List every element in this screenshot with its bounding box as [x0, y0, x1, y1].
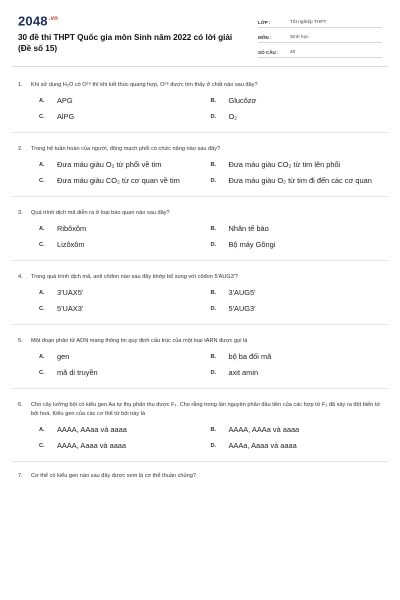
- answer-option-c[interactable]: [39, 367, 211, 379]
- option-text: AlPG: [57, 112, 75, 121]
- option-letter: D.: [210, 178, 217, 184]
- answer-option-a[interactable]: [39, 223, 211, 235]
- question-4: [18, 273, 382, 325]
- option-letter: D.: [210, 306, 217, 312]
- exam-title-line2: (Đề số 15): [18, 43, 58, 53]
- option-text: 3'AUG5': [228, 288, 256, 297]
- answer-option-c[interactable]: [39, 440, 211, 452]
- option-letter: A.: [39, 427, 45, 433]
- answer-option-b[interactable]: [211, 351, 383, 363]
- answer-options: [18, 95, 382, 127]
- exam-title-line1: 30 đề thi THPT Quốc gia môn Sinh năm 2022 có lời giải: [18, 33, 233, 43]
- option-letter: D.: [210, 114, 217, 120]
- option-letter: C.: [39, 370, 45, 376]
- meta-row-class: [258, 13, 382, 28]
- answer-option-d[interactable]: [211, 303, 383, 315]
- meta-value: Sinh học: [290, 35, 309, 40]
- question-text: Trong quá trình dịch mã, anti côđon nào sau đây khớp bổ sung với côđon 5'AUG3'?: [31, 274, 239, 280]
- option-text: AAAA, AAaa và aaaa: [57, 425, 127, 434]
- option-text: 5'UAX3': [57, 304, 84, 313]
- question-number: 6.: [18, 402, 23, 408]
- option-text: Lizôxôm: [57, 240, 85, 249]
- question-divider: [12, 461, 388, 462]
- question-number: 2.: [18, 146, 23, 152]
- meta-key: LỚP :: [258, 20, 271, 25]
- option-text: mã di truyền: [57, 368, 98, 377]
- option-text: axit amin: [228, 368, 259, 377]
- meta-row-subject: [258, 28, 382, 43]
- question-divider: [12, 324, 388, 325]
- answer-option-c[interactable]: [39, 175, 211, 187]
- option-letter: C.: [39, 306, 45, 312]
- meta-row-count: [258, 43, 382, 58]
- option-letter: A.: [39, 162, 45, 168]
- answer-option-c[interactable]: [39, 111, 211, 123]
- option-letter: A.: [39, 354, 45, 360]
- question-3: [18, 209, 382, 261]
- answer-option-d[interactable]: [211, 440, 383, 452]
- option-letter: B.: [210, 427, 217, 433]
- answer-option-d[interactable]: [211, 175, 383, 187]
- answer-option-c[interactable]: [39, 239, 211, 251]
- question-divider: [12, 196, 388, 197]
- option-text: AAAa, Aaaa và aaaa: [228, 441, 297, 450]
- option-letter: B.: [210, 98, 217, 104]
- answer-options: [18, 424, 382, 456]
- question-stem: [18, 209, 382, 218]
- question-5: [18, 337, 382, 389]
- option-text: 3'UAX5': [57, 288, 84, 297]
- option-letter: D.: [210, 443, 217, 449]
- answer-option-a[interactable]: [39, 287, 211, 299]
- question-stem: [18, 401, 382, 419]
- header-left: [18, 12, 246, 54]
- option-text: 5'AUG3': [228, 304, 256, 313]
- question-2: [18, 145, 382, 197]
- answer-option-b[interactable]: [211, 95, 383, 107]
- option-letter: D.: [210, 370, 217, 376]
- question-stem: [18, 337, 382, 346]
- question-divider: [12, 388, 388, 389]
- answer-option-b[interactable]: [211, 424, 383, 436]
- option-letter: C.: [39, 443, 45, 449]
- question-number: 3.: [18, 210, 23, 216]
- exam-meta: [258, 13, 382, 58]
- option-text: O₂: [228, 112, 238, 121]
- option-letter: B.: [210, 290, 217, 296]
- question-stem: [18, 273, 382, 282]
- answer-option-c[interactable]: [39, 303, 211, 315]
- option-text: Đưa máu giàu O₂ từ tim đi đến các cơ quan: [228, 176, 372, 185]
- option-text: Đưa máu giàu CO₂ từ tim lên phổi: [228, 160, 341, 169]
- question-divider: [12, 132, 388, 133]
- meta-key: SỐ CÂU :: [258, 50, 279, 55]
- answer-option-a[interactable]: [39, 351, 211, 363]
- option-letter: C.: [39, 114, 45, 120]
- option-text: Glucôzơ: [228, 96, 257, 105]
- answer-option-d[interactable]: [211, 111, 383, 123]
- question-list: [18, 81, 382, 481]
- answer-option-a[interactable]: [39, 95, 211, 107]
- option-letter: B.: [210, 226, 217, 232]
- question-stem: [18, 472, 382, 481]
- option-text: APG: [57, 96, 73, 105]
- question-1: [18, 81, 382, 133]
- option-letter: B.: [210, 354, 217, 360]
- question-text: Khi sử dụng H₂O có O¹⁸ thì khi kết thúc quang hợp, O¹⁸ được tìm thấy ở chất nào sau đây?: [31, 82, 258, 88]
- meta-value: 40: [290, 50, 296, 55]
- option-letter: A.: [39, 290, 45, 296]
- answer-option-b[interactable]: [211, 223, 383, 235]
- exam-header: [18, 12, 382, 58]
- option-text: AAAA, Aaaa và aaaa: [57, 441, 127, 450]
- answer-option-b[interactable]: [211, 159, 383, 171]
- question-number: 1.: [18, 82, 23, 88]
- answer-option-d[interactable]: [211, 367, 383, 379]
- option-text: Bộ máy Gôngi: [228, 240, 276, 249]
- site-logo[interactable]: [18, 12, 246, 28]
- answer-option-b[interactable]: [211, 287, 383, 299]
- option-text: bộ ba đối mã: [228, 352, 272, 361]
- question-text: Cho cây lưỡng bội có kiểu gen Aa tự thụ phấn thu được F₁. Cho rằng trong lần nguyên phân đầu tiên của các hợp tử F₁ đã xảy ra đột biến tứ bội hoá. Kiểu gen của các cơ thể tứ bội này là: [31, 402, 381, 417]
- option-letter: D.: [210, 242, 217, 248]
- question-number: 4.: [18, 274, 23, 280]
- question-7: [18, 472, 382, 481]
- option-letter: C.: [39, 178, 45, 184]
- meta-key: MÔN :: [258, 35, 272, 40]
- question-number: 5.: [18, 338, 23, 344]
- answer-options: [18, 223, 382, 255]
- option-text: Ribôxôm: [57, 224, 87, 233]
- question-stem: [18, 81, 382, 90]
- option-letter: C.: [39, 242, 45, 248]
- question-text: Trong hệ tuần hoàn của người, động mạch phổi có chức năng nào sau đây?: [31, 146, 221, 152]
- exam-title: [18, 33, 246, 54]
- meta-value: Tốt nghiệp THPT: [290, 20, 327, 25]
- question-6: [18, 401, 382, 462]
- option-letter: A.: [39, 98, 45, 104]
- question-divider: [12, 260, 388, 261]
- answer-option-a[interactable]: [39, 159, 211, 171]
- question-text: Cơ thể có kiểu gen nào sau đây được xem là cơ thể thuần chủng?: [31, 473, 196, 479]
- option-letter: B.: [210, 162, 217, 168]
- question-text: Quá trình dịch mã diễn ra ở loại bào quan nào sau đây?: [31, 210, 170, 216]
- option-text: Đưa máu giàu CO₂ từ cơ quan về tim: [57, 176, 180, 185]
- answer-options: [18, 287, 382, 319]
- logo-suffix: .vn: [48, 16, 59, 22]
- answer-options: [18, 159, 382, 191]
- option-text: AAAA, AAAa và aaaa: [228, 425, 300, 434]
- question-number: 7.: [18, 473, 23, 479]
- question-text: Một đoạn phân tử ADN mang thông tin quy định cấu trúc của một loại tARN được gọi là: [31, 338, 248, 344]
- answer-option-d[interactable]: [211, 239, 383, 251]
- option-letter: A.: [39, 226, 45, 232]
- logo-main: 2048: [18, 13, 48, 29]
- header-divider: [12, 66, 388, 67]
- answer-options: [18, 351, 382, 383]
- question-stem: [18, 145, 382, 154]
- answer-option-a[interactable]: [39, 424, 211, 436]
- option-text: Nhân tế bào: [228, 224, 269, 233]
- option-text: gen: [57, 352, 70, 361]
- option-text: Đưa máu giàu O₂ từ phổi về tim: [57, 160, 162, 169]
